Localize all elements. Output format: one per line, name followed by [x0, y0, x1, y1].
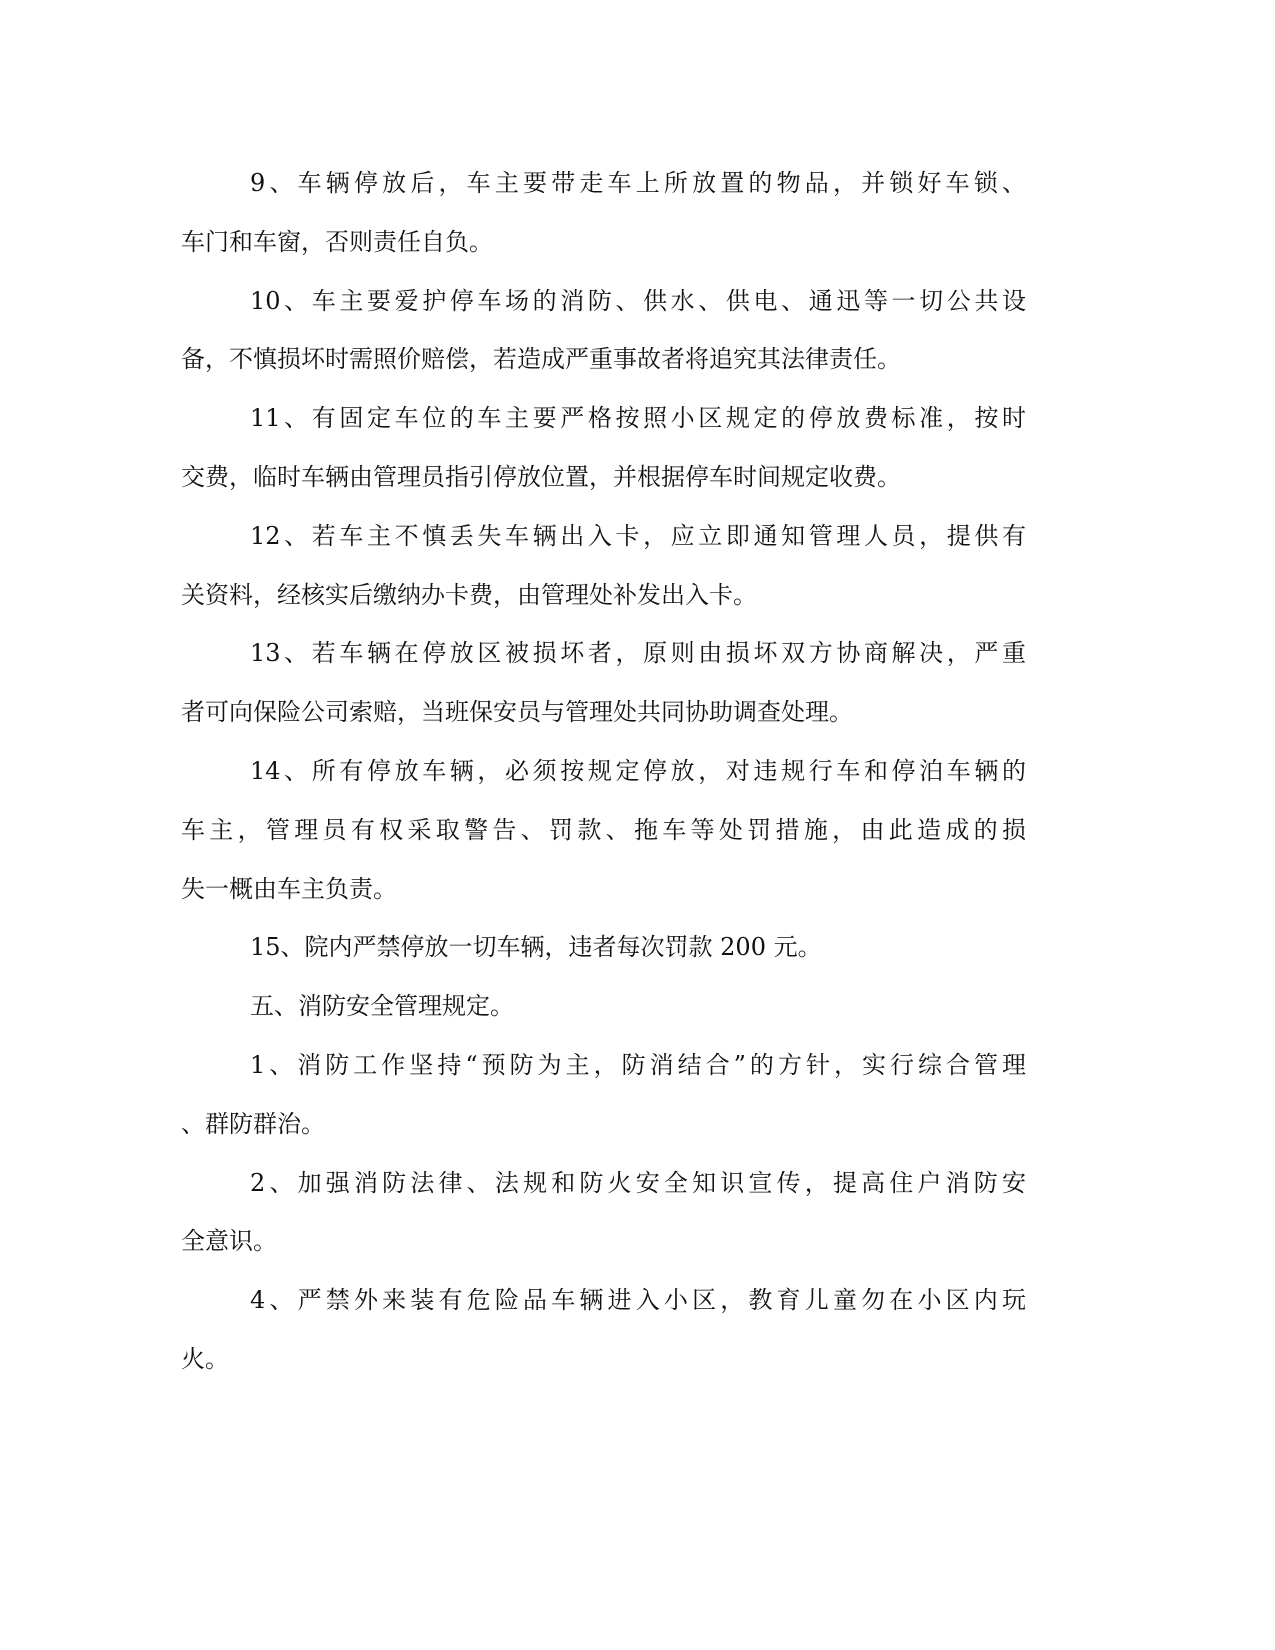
paragraph — [181, 750, 1026, 926]
paragraph — [181, 1279, 1026, 1397]
text-line: 者可向保险公司索赔，当班保安员与管理处共同协助调查处理。 — [181, 698, 853, 727]
text-line: 13、若车辆在停放区被损坏者，原则由损坏双方协商解决，严重 — [250, 639, 1026, 668]
paragraph — [181, 515, 1026, 633]
text-line: 1、消防工作坚持“预防为主，防消结合”的方针，实行综合管理 — [250, 1050, 1026, 1079]
text-line: 车门和车窗，否则责任自负。 — [181, 227, 493, 256]
text-line: 备，不慎损坏时需照价赔偿，若造成严重事故者将追究其法律责任。 — [181, 345, 901, 374]
paragraph — [181, 1044, 1026, 1162]
paragraph — [181, 1162, 1026, 1280]
text-line: 失一概由车主负责。 — [181, 874, 397, 903]
text-line: 全意识。 — [181, 1227, 277, 1256]
paragraph — [181, 926, 1026, 985]
text-line: 14、所有停放车辆，必须按规定停放，对违规行车和停泊车辆的 — [250, 756, 1026, 785]
paragraph — [181, 280, 1026, 398]
text-line: 火。 — [181, 1344, 229, 1373]
text-line: 、群防群治。 — [181, 1109, 325, 1138]
text-line: 关资料，经核实后缴纳办卡费，由管理处补发出入卡。 — [181, 580, 757, 609]
text-line: 2、加强消防法律、法规和防火安全知识宣传，提高住户消防安 — [250, 1168, 1026, 1197]
text-line: 10、车主要爱护停车场的消防、供水、供电、通迅等一切公共设 — [250, 286, 1026, 315]
text-line: 12、若车主不慎丢失车辆出入卡，应立即通知管理人员，提供有 — [250, 521, 1026, 550]
text-line: 15、院内严禁停放一切车辆，违者每次罚款 200 元。 — [250, 933, 822, 962]
paragraph — [181, 632, 1026, 750]
paragraph — [181, 162, 1026, 280]
text-line: 9、车辆停放后，车主要带走车上所放置的物品，并锁好车锁、 — [250, 169, 1026, 197]
paragraph — [181, 397, 1026, 515]
document-page — [181, 162, 1026, 1397]
text-line: 11、有固定车位的车主要严格按照小区规定的停放费标准，按时 — [250, 404, 1026, 433]
paragraph — [181, 985, 1026, 1044]
text-line: 交费，临时车辆由管理员指引停放位置，并根据停车时间规定收费。 — [181, 462, 901, 491]
text-line: 车主，管理员有权采取警告、罚款、拖车等处罚措施，由此造成的损 — [181, 815, 1026, 844]
text-line: 4、严禁外来装有危险品车辆进入小区，教育儿童勿在小区内玩 — [250, 1286, 1026, 1315]
text-line: 五、消防安全管理规定。 — [250, 992, 514, 1021]
